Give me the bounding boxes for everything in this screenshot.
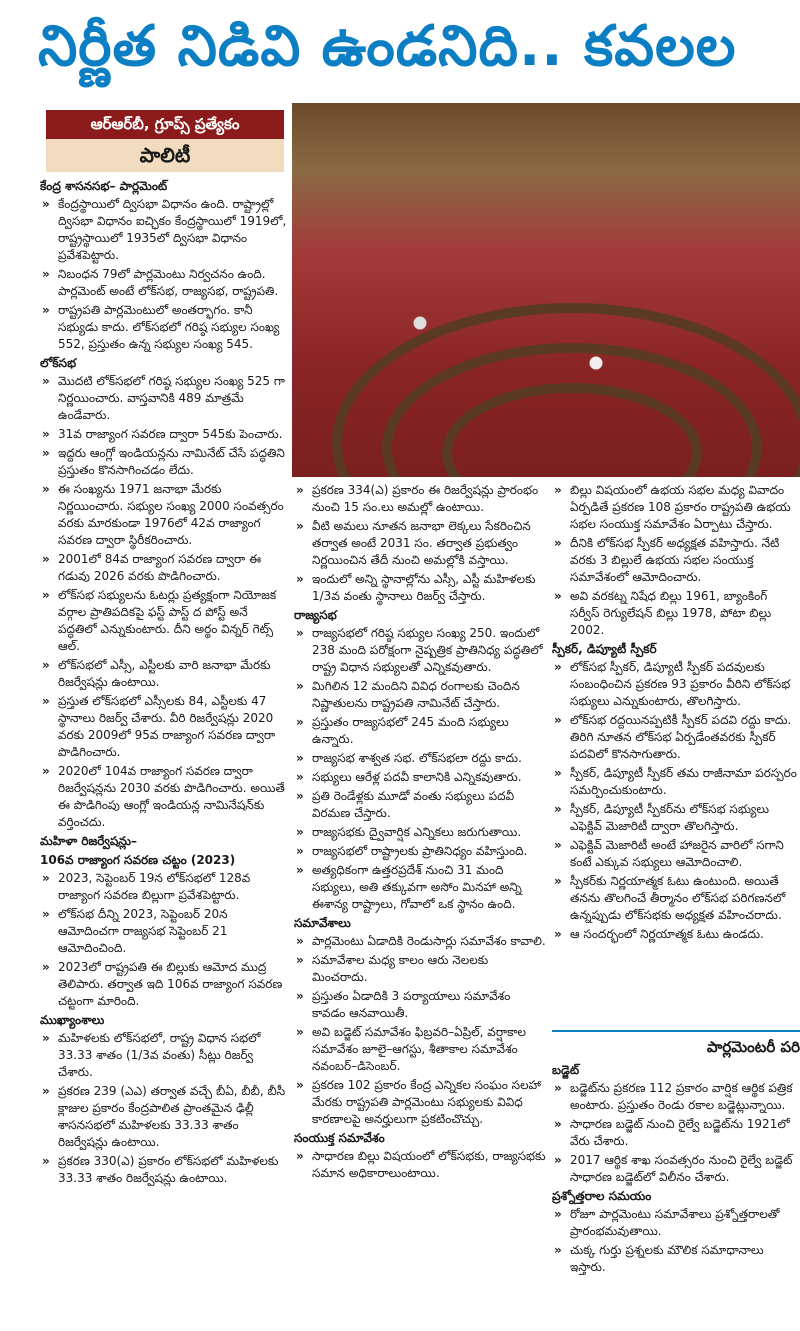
parliament-photo bbox=[292, 103, 800, 477]
column-2 bbox=[294, 482, 546, 1184]
list-item: » అత్యధికంగా ఉత్తరప్రదేశ్ నుంచి 31 మంది సభ్యులు, అతి తక్కువగా అసోం మినహా అన్ని ఈశాన్య రాష్ట్రాలు, గోవాలో ఒక స్థానం ఉంది. bbox=[294, 862, 546, 913]
list-item: » వీటి అమలు నూతన జనాభా లెక్కలు సేకరించిన తర్వాత అంటే 2031 సం. తర్వాత ప్రభుత్వం నిర్ణయించిన తేదీ నుంచి అమల్లోకి వస్తాయి. bbox=[294, 518, 546, 569]
list-item: » 2023లో రాష్ట్రపతి ఈ బిల్లుకు ఆమోద ముద్ర తెలిపారు. తర్వాత ఇది 106వ రాజ్యాంగ సవరణ చట్టంగా మారింది. bbox=[40, 959, 290, 1010]
section-heading: కేంద్ర శాసనసభ– పార్లమెంట్ bbox=[40, 179, 168, 193]
list-item: » లోక్‌సభ దీన్ని 2023, సెప్టెంబర్ 20న ఆమోదించగా రాజ్యసభ సెప్టెంబర్ 21 ఆమోదించింది. bbox=[40, 906, 290, 957]
subsection-title: పార్లమెంటరీ పరి bbox=[552, 1030, 800, 1060]
subject-label: పాలిటీ bbox=[46, 139, 284, 172]
list-item: » ప్రస్తుత లోక్‌సభలో ఎస్సీలకు 84, ఎస్టీలకు 47 స్థానాలు రిజర్వ్ చేశారు. వీరి రిజర్వేషన్లు 2020 వరకు 2009లో 95వ రాజ్యాంగ సవరణ ద్వారా పొడిగించారు. bbox=[40, 693, 290, 761]
list-item: » లోక్‌సభలో ఎస్సీ, ఎస్టీలకు వారి జనాభా మేరకు రిజర్వేషన్లు ఉంటాయి. bbox=[40, 657, 290, 691]
list-item: » ప్రతి రెండేళ్లకు మూడో వంతు సభ్యులు పదవీ విరమణ చేస్తారు. bbox=[294, 788, 546, 822]
exam-band: ఆర్ఆర్‌బీ, గ్రూప్స్ ప్రత్యేకం bbox=[46, 110, 284, 139]
list-item: » బిల్లు విషయంలో ఉభయ సభల మధ్య వివాదం ఏర్పడితే ప్రకరణ 108 ప్రకారం రాష్ట్రపతి ఉభయ సభల సంయుక్త సమావేశం ఏర్పాటు చేస్తారు. bbox=[552, 482, 800, 533]
list-item: » బడ్జెట్‌ను ప్రకరణ 112 ప్రకారం వార్షిక ఆర్థిక పత్రిక అంటారు. ప్రస్తుతం రెండు రకాల బడ్జెట్లున్నాయి. bbox=[552, 1080, 800, 1114]
list-item: » మహిళలకు లోక్‌సభలో, రాష్ట్ర విధాన సభలో 33.33 శాతం (1/3వ వంతు) సీట్లు రిజర్వ్ చేశారు. bbox=[40, 1030, 290, 1081]
list-item: » లోక్‌సభ సభ్యులను ఓటర్లు ప్రత్యక్షంగా నియోజక వర్గాల ప్రాతిపదికపై ఫస్ట్ పాస్ట్ ద పోస్ట్ అనే పద్ధతిలో ఎన్నుకుంటారు. దీని అర్థం విన్నర్ గెట్స్ ఆల్. bbox=[40, 587, 290, 655]
list-item: » 31వ రాజ్యాంగ సవరణ ద్వారా 545కు పెంచారు. bbox=[40, 426, 290, 443]
list-item: » 2001లో 84వ రాజ్యాంగ సవరణ ద్వారా ఈ గడువు 2026 వరకు పొడిగించారు. bbox=[40, 551, 290, 585]
list-item: » సమావేశాల మధ్య కాలం ఆరు నెలలకు మించరాదు. bbox=[294, 952, 546, 986]
list-item: » కేంద్రస్థాయిలో ద్విసభా విధానం ఉంది. రాష్ట్రాల్లో ద్విసభా విధానం ఐచ్ఛికం కేంద్రస్థాయిలో 1919లో, రాష్ట్రస్థాయిలో 1935లో ద్విసభా విధానం ప్రవేశపెట్టారు. bbox=[40, 196, 290, 264]
list-item: » ఎఫెక్టివ్ మెజారిటీ అంటే హాజరైన వారిలో సగాని కంటే ఎక్కువ సభ్యులు ఆమోదించాలి. bbox=[552, 837, 800, 871]
list-item: » 2017 ఆర్థిక శాఖ సంవత్సరం నుంచి రైల్వే బడ్జెట్ సాధారణ బడ్జెట్‌లో విలీనం చేశారు. bbox=[552, 1152, 800, 1186]
list-item: » ప్రస్తుతం ఏడాదికి 3 పర్యాయాలు సమావేశం కావడం ఆనవాయితీ. bbox=[294, 988, 546, 1022]
list-item: » మొదటి లోక్‌సభలో గరిష్ఠ సభ్యుల సంఖ్య 525 గా నిర్ణయించారు. వాస్తవానికి 489 మాత్రమే ఉండేవారు. bbox=[40, 373, 290, 424]
list-item: » అవి వరకట్న నిషేధ బిల్లు 1961, బ్యాంకింగ్ సర్వీస్ రెగ్యులేషన్ బిల్లు 1978, పోటా బిల్లు 2002. bbox=[552, 588, 800, 639]
list-item: » ప్రస్తుతం రాజ్యసభలో 245 మంది సభ్యులు ఉన్నారు. bbox=[294, 714, 546, 748]
section-heading: లోక్‌సభ bbox=[40, 356, 77, 370]
list-item: » స్పీకర్, డిప్యూటీ స్పీకర్‌ను లోక్‌సభ సభ్యులు ఎఫెక్టివ్ మెజారిటీ ద్వారా తొలగిస్తారు. bbox=[552, 801, 800, 835]
list-item: » సాధారణ బడ్జెట్ నుంచి రైల్వే బడ్జెట్‌ను 1921లో వేరు చేశారు. bbox=[552, 1116, 800, 1150]
list-item: » రాజ్యసభ శాశ్వత సభ. లోక్‌సభలా రద్దు కాదు. bbox=[294, 750, 546, 767]
column-1 bbox=[40, 110, 290, 1189]
section-heading: సంయుక్త సమావేశం bbox=[294, 1131, 385, 1145]
section-heading: ప్రశ్నోత్తరాల సమయం bbox=[552, 1189, 652, 1203]
list-item: » స్పీకర్‌కు నిర్ణయాత్మక ఓటు ఉంటుంది. అయితే తనను తొలగించే తీర్మానం లోక్‌సభ పరిగణనలో ఉన్నప్పుడు లోక్‌సభకు అధ్యక్షత వహించరాదు. bbox=[552, 873, 800, 924]
list-item: » దీనికి లోక్‌సభ స్పీకర్ అధ్యక్షత వహిస్తారు. నేటి వరకు 3 బిల్లులే ఉభయ సభల సంయుక్త సమావేశంలో ఆమోదించారు. bbox=[552, 535, 800, 586]
column-3-lower bbox=[552, 1060, 800, 1278]
list-item: » రాజ్యసభకు ద్వైవార్షిక ఎన్నికలు జరుగుతాయి. bbox=[294, 824, 546, 841]
section-subheading: 106వ రాజ్యాంగ సవరణ చట్టం (2023) bbox=[40, 853, 236, 867]
column-3 bbox=[552, 482, 800, 945]
list-item: » రాష్ట్రపతి పార్లమెంటులో అంతర్భాగం. కానీ సభ్యుడు కాదు. లోక్‌సభలో గరిష్ఠ సభ్యుల సంఖ్య 552, ప్రస్తుతం ఉన్న సభ్యుల సంఖ్య 545. bbox=[40, 302, 290, 353]
list-item: » లోక్‌సభ రద్దయినప్పటికీ స్పీకర్ పదవి రద్దు కాదు. తిరిగి నూతన లోక్‌సభ ఏర్పడేంతవరకు స్పీకర్ పదవిలో కొనసాగుతారు. bbox=[552, 712, 800, 763]
list-item: » 2020లో 104వ రాజ్యాంగ సవరణ ద్వారా రిజర్వేషన్లను 2030 వరకు పొడిగించారు. అయితే ఈ పొడిగింపు ఆంగ్లో ఇండియన్ల నామినేషన్‌కు వర్తించదు. bbox=[40, 763, 290, 831]
list-item: » ఇందులో అన్ని స్థానాల్లోను ఎస్సీ, ఎస్టీ మహిళలకు 1/3వ వంతు స్థానాలు రిజర్వ్ చేస్తారు. bbox=[294, 571, 546, 605]
list-item: » మిగిలిన 12 మందిని వివిధ రంగాలకు చెందిన నిష్ణాతులను రాష్ట్రపతి నామినేట్ చేస్తారు. bbox=[294, 678, 546, 712]
section-heading: రాజ్యసభ bbox=[294, 608, 337, 622]
list-item: » రాజ్యసభలో రాష్ట్రాలకు ప్రాతినిధ్యం వహిస్తుంది. bbox=[294, 843, 546, 860]
list-item: » చుక్క గుర్తు ప్రశ్నలకు మౌలిక సమాధానాలు ఇస్తారు. bbox=[552, 1242, 800, 1276]
list-item: » నిబంధన 79లో పార్లమెంటు నిర్వచనం ఉంది. పార్లమెంట్ అంటే లోక్‌సభ, రాజ్యసభ, రాష్ట్రపతి. bbox=[40, 266, 290, 300]
section-heading: మహిళా రిజర్వేషన్లు– bbox=[40, 834, 138, 848]
list-item: » ప్రకరణ 102 ప్రకారం కేంద్ర ఎన్నికల సంఘం సలహా మేరకు రాష్ట్రపతి పార్లమెంటు సభ్యులకు వివిధ కారణాలపై అనర్హులుగా ప్రకటించొచ్చు. bbox=[294, 1077, 546, 1128]
list-item: » ప్రకరణ 330(ఎ) ప్రకారం లోక్‌సభలో మహిళలకు 33.33 శాతం రిజర్వేషన్లు ఉంటాయి. bbox=[40, 1153, 290, 1187]
list-item: » ఆ సందర్భంలో నిర్ణయాత్మక ఓటు ఉండదు. bbox=[552, 926, 800, 943]
list-item: » సాధారణ బిల్లు విషయంలో లోక్‌సభకు, రాజ్యసభకు సమాన అధికారాలుంటాయి. bbox=[294, 1148, 546, 1182]
list-item: » ప్రకరణ 239 (ఎఎ) తర్వాత వచ్చే బీఏ, బీబీ, బీసీ క్లాజుల ప్రకారం కేంద్రపాలిత ప్రాంతమైన ఢిల్లీ శాసనసభలో మహిళలకు 33.33 శాతం రిజర్వేషన్లు ఉంటాయి. bbox=[40, 1083, 290, 1151]
list-item: » 2023, సెప్టెంబర్ 19న లోక్‌సభలో 128వ రాజ్యాంగ సవరణ బిల్లుగా ప్రవేశపెట్టారు. bbox=[40, 870, 290, 904]
list-item: » రాజ్యసభలో గరిష్ఠ సభ్యుల సంఖ్య 250. ఇందులో 238 మంది పరోక్షంగా నైష్పత్రిక ప్రాతినిధ్య పద్ధతిలో రాష్ట్ర విధాన సభ్యులతో ఎన్నికవుతారు. bbox=[294, 625, 546, 676]
section-heading: స్పీకర్, డిప్యూటీ స్పీకర్ bbox=[552, 642, 657, 656]
page-headline: నిర్ణీత నిడివి ఉండనిది.. కవలల bbox=[38, 14, 737, 79]
list-item: » ఈ సంఖ్యను 1971 జనాభా మేరకు నిర్ణయించారు. సభ్యుల సంఖ్య 2000 సంవత్సరం వరకు మారకుండా 1976లో 42వ రాజ్యాంగ సవరణ ద్వారా స్థిరీకరించారు. bbox=[40, 481, 290, 549]
list-item: » ఇద్దరు ఆంగ్లో ఇండియన్లను నామినేట్ చేసే పద్ధతిని ప్రస్తుతం కొనసాగించడం లేదు. bbox=[40, 445, 290, 479]
list-item: » పార్లమెంటు ఏడాదికి రెండుసార్లు సమావేశం కావాలి. bbox=[294, 933, 546, 950]
list-item: » లోక్‌సభ స్పీకర్, డిప్యూటీ స్పీకర్ పదవులకు సంబంధించిన ప్రకరణ 93 ప్రకారం వీరిని లోక్‌సభ సభ్యులు ఎన్నుకుంటారు, తొలగిస్తారు. bbox=[552, 659, 800, 710]
section-heading: బడ్జెట్ bbox=[552, 1063, 580, 1077]
list-item: » అవి బడ్జెట్ సమావేశం ఫిబ్రవరి–ఏప్రిల్, వర్షాకాల సమావేశం జూలై–ఆగస్టు, శీతాకాల సమావేశం నవంబర్–డిసెంబర్. bbox=[294, 1024, 546, 1075]
list-item: » ప్రకరణ 334(ఎ) ప్రకారం ఈ రిజర్వేషన్లు ప్రారంభం నుంచి 15 సం.లు అమల్లో ఉంటాయి. bbox=[294, 482, 546, 516]
section-heading: ముఖ్యాంశాలు bbox=[40, 1013, 105, 1027]
list-item: » స్పీకర్, డిప్యూటీ స్పీకర్ తమ రాజీనామా పరస్పరం సమర్పించుకుంటారు. bbox=[552, 765, 800, 799]
section-heading: సమావేశాలు bbox=[294, 916, 351, 930]
list-item: » రోజూ పార్లమెంటు సమావేశాలు ప్రశ్నోత్తరాలతో ప్రారంభమవుతాయి. bbox=[552, 1206, 800, 1240]
list-item: » సభ్యులు ఆరేళ్ల పదవీ కాలానికి ఎన్నికవుతారు. bbox=[294, 769, 546, 786]
